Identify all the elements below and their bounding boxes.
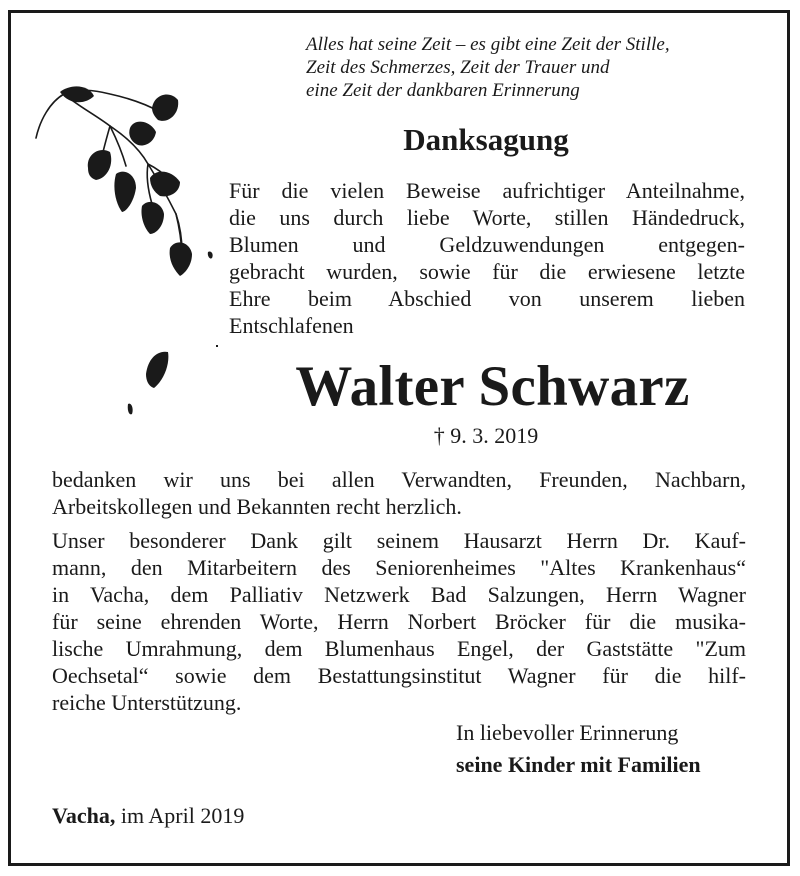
- text-line: lische Umrahmung, dem Blumenhaus Engel, der Gaststätte "Zum: [52, 636, 746, 661]
- text-line: für seine ehrenden Worte, Herrn Norbert Bröcker für die musika-: [52, 609, 746, 634]
- place: Vacha,: [52, 803, 116, 828]
- text-line: mann, den Mitarbeitern des Seniorenheimes "Altes Krankenhaus“: [52, 555, 746, 580]
- birch-branch-icon: [30, 80, 230, 425]
- text-line: Für die vielen Beweise aufrichtiger Anteilnahme,: [229, 178, 745, 203]
- closing-phrase: In liebevoller Erinnerung: [456, 720, 679, 745]
- special-thanks-paragraph: [52, 527, 746, 716]
- motto-verse: [306, 33, 670, 102]
- thanks-paragraph: [52, 466, 746, 520]
- page-title: Danksagung: [403, 122, 569, 157]
- text-line: reiche Unterstützung.: [52, 690, 242, 715]
- death-date: † 9. 3. 2019: [433, 423, 539, 448]
- signature: seine Kinder mit Familien: [456, 752, 701, 777]
- text-line: bedanken wir uns bei allen Verwandten, Freunden, Nachbarn,: [52, 467, 746, 492]
- text-line: Arbeitskollegen und Bekannten recht herzlich.: [52, 494, 462, 519]
- motto-line: Alles hat seine Zeit – es gibt eine Zeit der Stille,: [306, 34, 670, 55]
- text-line: gebracht wurden, sowie für die erwiesene letzte: [229, 259, 745, 284]
- place-and-date: [52, 802, 244, 830]
- text-line: Blumen und Geldzuwendungen entgegen-: [229, 232, 745, 257]
- text-line: Unser besonderer Dank gilt seinem Hausarzt Herrn Dr. Kauf-: [52, 528, 746, 553]
- intro-paragraph: [229, 177, 745, 339]
- text-line: Entschlafenen: [229, 313, 354, 338]
- text-line: die uns durch liebe Worte, stillen Händedruck,: [229, 205, 745, 230]
- motto-line: eine Zeit der dankbaren Erinnerung: [306, 80, 580, 101]
- date: im April 2019: [120, 803, 245, 828]
- text-line: Ehre beim Abschied von unserem lieben: [229, 286, 745, 311]
- deceased-name: Walter Schwarz: [295, 355, 690, 418]
- motto-line: Zeit des Schmerzes, Zeit der Trauer und: [306, 57, 610, 78]
- text-line: in Vacha, dem Palliativ Netzwerk Bad Salzungen, Herrn Wagner: [52, 582, 746, 607]
- text-line: Oechsetal“ sowie dem Bestattungsinstitut Wagner für die hilf-: [52, 663, 746, 688]
